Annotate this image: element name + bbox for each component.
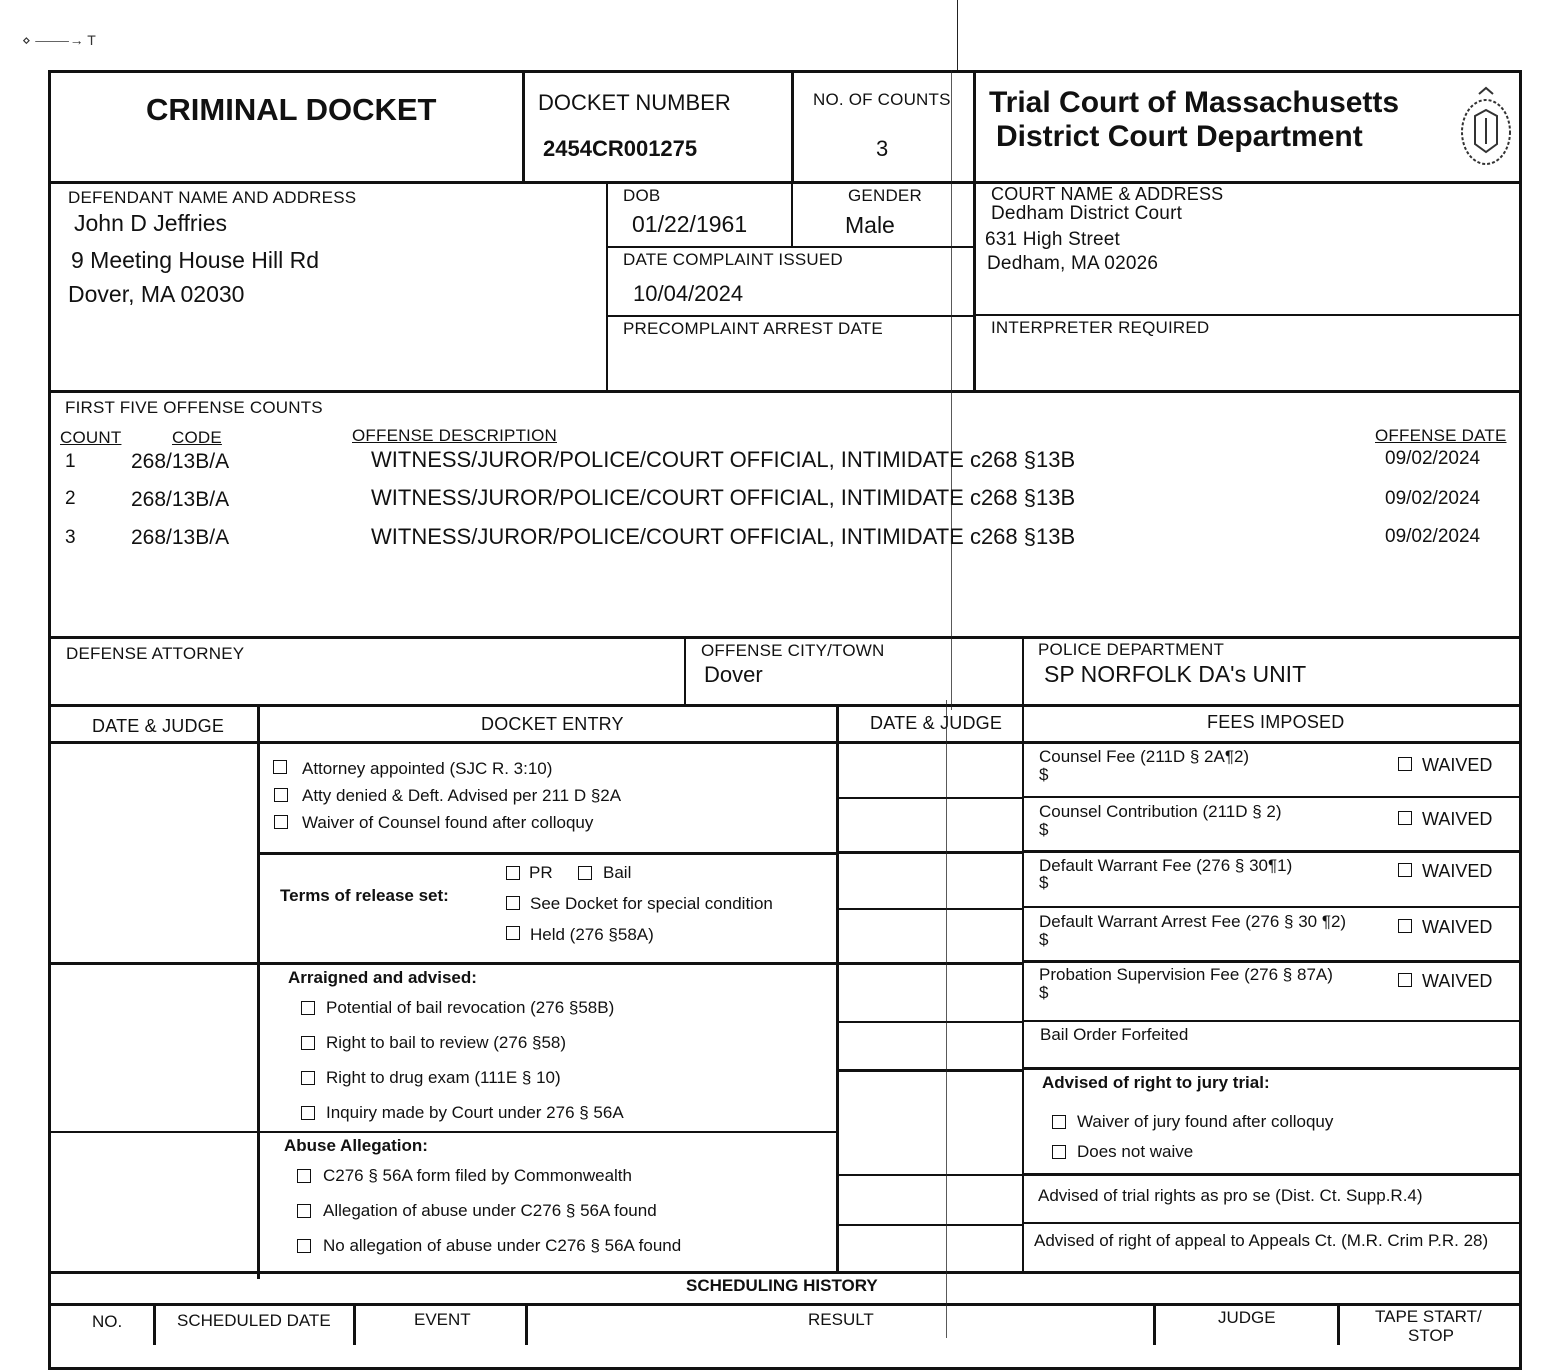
court-name: Dedham District Court bbox=[991, 203, 1183, 224]
court-subtitle: District Court Department bbox=[996, 120, 1363, 153]
offense-description: WITNESS/JUROR/POLICE/COURT OFFICIAL, INTIMIDATE c268 §13B bbox=[371, 485, 1076, 510]
inquiry-label: Inquiry made by Court under 276 § 56A bbox=[326, 1103, 624, 1122]
col-no: NO. bbox=[92, 1312, 123, 1331]
bail-revocation-checkbox[interactable] bbox=[301, 1001, 315, 1015]
atty-denied-checkbox[interactable] bbox=[274, 788, 288, 802]
counsel-contribution-waived-checkbox[interactable] bbox=[1398, 811, 1412, 825]
drug-exam-label: Right to drug exam (111E § 10) bbox=[326, 1068, 561, 1087]
col-judge: JUDGE bbox=[1218, 1308, 1276, 1327]
offense-code: 268/13B/A bbox=[131, 450, 230, 473]
waiver-counsel-label: Waiver of Counsel found after colloquy bbox=[302, 813, 594, 832]
default-warrant-arrest-fee-label: Default Warrant Arrest Fee (276 § 30 ¶2) bbox=[1039, 912, 1347, 931]
offense-count: 1 bbox=[65, 451, 76, 472]
court-city: Dedham, MA 02026 bbox=[987, 253, 1159, 274]
col-date-judge: DATE & JUDGE bbox=[92, 716, 225, 736]
col-result: RESULT bbox=[808, 1310, 874, 1329]
gender-value: Male bbox=[845, 212, 895, 238]
abuse-found-checkbox[interactable] bbox=[297, 1204, 311, 1218]
bail-review-checkbox[interactable] bbox=[301, 1036, 315, 1050]
default-warrant-arrest-waived-checkbox[interactable] bbox=[1398, 919, 1412, 933]
bail-review-label: Right to bail to review (276 §58) bbox=[326, 1033, 567, 1052]
date-issued-label: DATE COMPLAINT ISSUED bbox=[623, 250, 843, 269]
does-not-waive-label: Does not waive bbox=[1077, 1142, 1194, 1161]
jury-trial-label: Advised of right to jury trial: bbox=[1042, 1073, 1270, 1092]
offense-count: 2 bbox=[65, 488, 76, 509]
does-not-waive-checkbox[interactable] bbox=[1052, 1145, 1066, 1159]
attorney-appointed-checkbox[interactable] bbox=[273, 760, 287, 774]
defendant-city: Dover, MA 02030 bbox=[68, 281, 245, 307]
waived-label: WAIVED bbox=[1422, 809, 1493, 829]
waived-label: WAIVED bbox=[1422, 971, 1493, 991]
defendant-street: 9 Meeting House Hill Rd bbox=[71, 247, 320, 273]
defendant-label: DEFENDANT NAME AND ADDRESS bbox=[68, 188, 357, 207]
precomplaint-label: PRECOMPLAINT ARREST DATE bbox=[623, 319, 883, 338]
col-description: OFFENSE DESCRIPTION bbox=[352, 426, 557, 445]
bail-label: Bail bbox=[603, 863, 632, 882]
scan-line bbox=[946, 700, 947, 1338]
held-checkbox[interactable] bbox=[506, 926, 520, 940]
gender-label: GENDER bbox=[848, 186, 922, 205]
bail-forfeited-label: Bail Order Forfeited bbox=[1040, 1025, 1189, 1044]
court-street: 631 High Street bbox=[985, 229, 1121, 250]
special-condition-checkbox[interactable] bbox=[506, 896, 520, 910]
counsel-fee-label: Counsel Fee (211D § 2A¶2) bbox=[1039, 747, 1250, 766]
dollar-sign: $ bbox=[1039, 765, 1049, 784]
col-fees-imposed: FEES IMPOSED bbox=[1207, 712, 1345, 732]
abuse-label: Abuse Allegation: bbox=[284, 1136, 428, 1155]
scheduling-history-title: SCHEDULING HISTORY bbox=[686, 1276, 878, 1295]
waived-label: WAIVED bbox=[1422, 861, 1493, 881]
trial-rights-label: Advised of trial rights as pro se (Dist. Ct. Supp.R.4) bbox=[1038, 1186, 1423, 1205]
no-abuse-label: No allegation of abuse under C276 § 56A found bbox=[323, 1236, 682, 1255]
offense-city-label: OFFENSE CITY/TOWN bbox=[701, 641, 885, 660]
bail-checkbox[interactable] bbox=[578, 866, 592, 880]
pr-checkbox[interactable] bbox=[506, 866, 520, 880]
offense-count: 3 bbox=[65, 527, 76, 548]
jury-waiver-checkbox[interactable] bbox=[1052, 1115, 1066, 1129]
offense-code: 268/13B/A bbox=[131, 488, 230, 511]
probation-fee-waived-checkbox[interactable] bbox=[1398, 973, 1412, 987]
defense-attorney-label: DEFENSE ATTORNEY bbox=[66, 644, 245, 663]
appeal-rights-label: Advised of right of appeal to Appeals Ct. (M.R. Crim P.R. 28) bbox=[1034, 1231, 1489, 1250]
arraigned-label: Arraigned and advised: bbox=[288, 968, 477, 987]
no-abuse-checkbox[interactable] bbox=[297, 1239, 311, 1253]
offense-city: Dover bbox=[704, 662, 763, 687]
dollar-sign: $ bbox=[1039, 820, 1049, 839]
offense-date: 09/02/2024 bbox=[1385, 488, 1481, 509]
col-scheduled-date: SCHEDULED DATE bbox=[177, 1311, 331, 1330]
dollar-sign: $ bbox=[1039, 983, 1049, 1002]
probation-fee-label: Probation Supervision Fee (276 § 87A) bbox=[1039, 965, 1333, 984]
offense-date: 09/02/2024 bbox=[1385, 448, 1481, 469]
defendant-name: John D Jeffries bbox=[74, 210, 227, 236]
special-condition-label: See Docket for special condition bbox=[530, 894, 773, 913]
col-code: CODE bbox=[172, 428, 222, 447]
docket-number: 2454CR001275 bbox=[543, 136, 698, 161]
police-department: SP NORFOLK DA's UNIT bbox=[1044, 661, 1307, 687]
scan-marks: ⋄ ⸻→ Τ bbox=[22, 32, 96, 48]
court-title: Trial Court of Massachusetts bbox=[989, 86, 1400, 119]
col-event: EVENT bbox=[414, 1310, 471, 1329]
col-offense-date: OFFENSE DATE bbox=[1375, 426, 1507, 445]
counts-value: 3 bbox=[876, 136, 889, 161]
police-department-label: POLICE DEPARTMENT bbox=[1038, 640, 1225, 659]
counts-label: NO. OF COUNTS bbox=[813, 90, 951, 109]
bail-revocation-label: Potential of bail revocation (276 §58B) bbox=[326, 998, 615, 1017]
attorney-appointed-label: Attorney appointed (SJC R. 3:10) bbox=[302, 759, 553, 778]
default-warrant-waived-checkbox[interactable] bbox=[1398, 863, 1412, 877]
col-count: COUNT bbox=[60, 428, 122, 447]
dollar-sign: $ bbox=[1039, 930, 1049, 949]
waived-label: WAIVED bbox=[1422, 917, 1493, 937]
abuse-found-label: Allegation of abuse under C276 § 56A found bbox=[323, 1201, 657, 1220]
abuse-form-label: C276 § 56A form filed by Commonwealth bbox=[323, 1166, 632, 1185]
scan-line bbox=[951, 70, 952, 710]
page-title: CRIMINAL DOCKET bbox=[146, 92, 437, 127]
release-label: Terms of release set: bbox=[280, 886, 449, 905]
scan-line bbox=[957, 0, 958, 70]
default-warrant-fee-label: Default Warrant Fee (276 § 30¶1) bbox=[1039, 856, 1293, 875]
counsel-fee-waived-checkbox[interactable] bbox=[1398, 757, 1412, 771]
offenses-label: FIRST FIVE OFFENSE COUNTS bbox=[65, 398, 323, 417]
counsel-contribution-label: Counsel Contribution (211D § 2) bbox=[1039, 802, 1282, 821]
drug-exam-checkbox[interactable] bbox=[301, 1071, 315, 1085]
offense-description: WITNESS/JUROR/POLICE/COURT OFFICIAL, INTIMIDATE c268 §13B bbox=[371, 524, 1076, 549]
waived-label: WAIVED bbox=[1422, 755, 1493, 775]
jury-waiver-label: Waiver of jury found after colloquy bbox=[1077, 1112, 1334, 1131]
offense-description: WITNESS/JUROR/POLICE/COURT OFFICIAL, INTIMIDATE c268 §13B bbox=[371, 447, 1076, 472]
dollar-sign: $ bbox=[1039, 873, 1049, 892]
waiver-counsel-checkbox[interactable] bbox=[274, 815, 288, 829]
held-label: Held (276 §58A) bbox=[530, 925, 654, 944]
offense-code: 268/13B/A bbox=[131, 526, 230, 549]
pr-label: PR bbox=[529, 863, 553, 882]
interpreter-label: INTERPRETER REQUIRED bbox=[991, 318, 1210, 337]
docket-number-label: DOCKET NUMBER bbox=[538, 90, 731, 115]
offense-date: 09/02/2024 bbox=[1385, 526, 1481, 547]
col-tape-stop: STOP bbox=[1408, 1326, 1454, 1345]
atty-denied-label: Atty denied & Deft. Advised per 211 D §2A bbox=[302, 786, 622, 805]
date-issued-value: 10/04/2024 bbox=[633, 281, 744, 306]
abuse-form-checkbox[interactable] bbox=[297, 1169, 311, 1183]
col-date-judge-2: DATE & JUDGE bbox=[870, 713, 1003, 733]
commonwealth-seal-icon bbox=[1455, 86, 1517, 168]
court-name-label: COURT NAME & ADDRESS bbox=[991, 184, 1224, 204]
dob-label: DOB bbox=[623, 186, 661, 205]
col-tape: TAPE START/ bbox=[1375, 1307, 1482, 1326]
inquiry-checkbox[interactable] bbox=[301, 1106, 315, 1120]
col-docket-entry: DOCKET ENTRY bbox=[481, 714, 624, 734]
dob-value: 01/22/1961 bbox=[632, 211, 748, 237]
